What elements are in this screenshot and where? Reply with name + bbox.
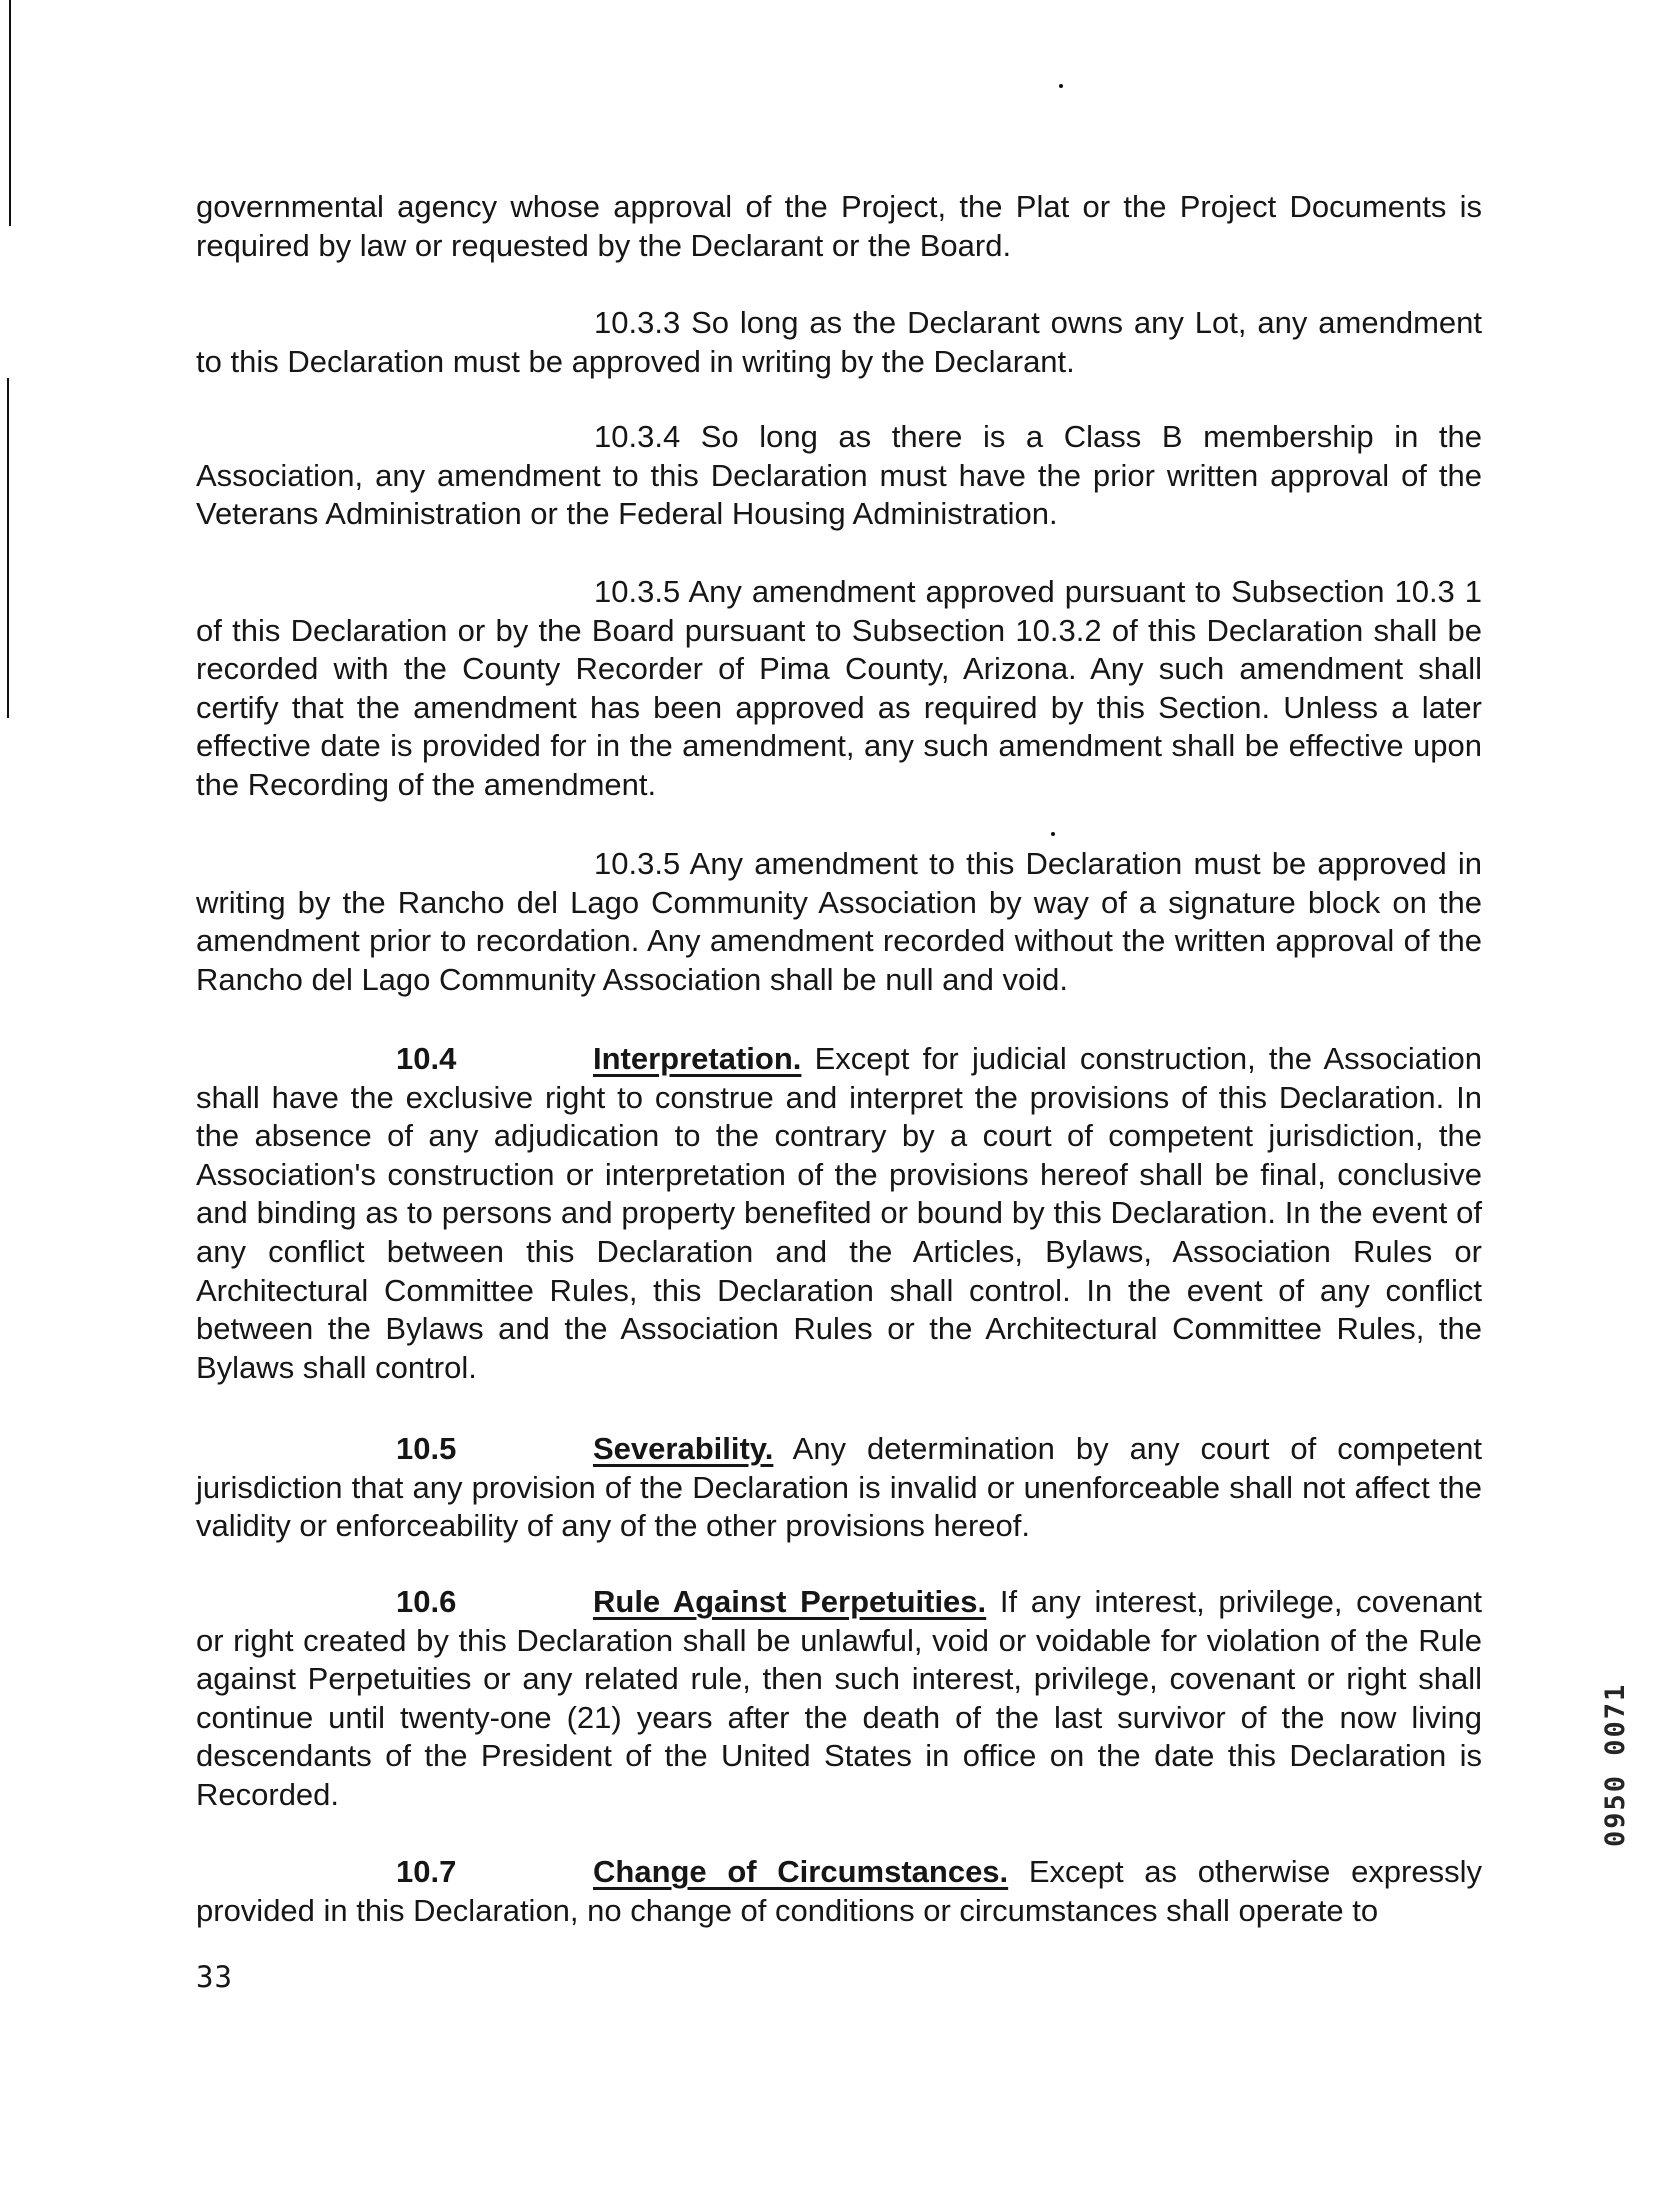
section-10-4-text: Except for judicial construction, the Association shall have the exclusive right to construe and interpret the provisions of this Declaration. In the absence of any adjudication to the contrary by a court of competent jurisdiction, the Association's construction or interpretation of the provisions hereof shall be final, conclusive and binding as to persons and property benefited or bound by this Declaration. In the event of any conflict between this Declaration and the Articles, Bylaws, Association Rules or Architectural Committee Rules, this Declaration shall control. In the event of any conflict between the Bylaws and the Association Rules or the Architectural Committee Rules, the Bylaws shall control. (196, 1041, 1482, 1385)
page-number: 33 (196, 1960, 233, 1994)
recording-stamp: 0950 0071 (1600, 1682, 1631, 1848)
section-10-7 (196, 1853, 1482, 1930)
scan-margin-line-middle (7, 378, 9, 718)
scan-mark-middle (1051, 832, 1055, 836)
section-10-7-heading: Change of Circumstances. (593, 1854, 1009, 1889)
section-10-5-text: Any determination by any court of competent jurisdiction that any provision of the Declaration is invalid or unenforceable shall not affect the validity or enforceability of any of the other provisions hereof. (196, 1431, 1483, 1544)
subsection-10-3-5-approval: 10.3.5 Any amendment to this Declaration must be approved in writing by the Rancho del Lago Community Association by way of a signature block on the amendment prior to recordation. Any amendment recorded without the written approval of the Rancho del Lago Community Association shall be null and void. (196, 846, 1482, 997)
section-10-6-heading: Rule Against Perpetuities. (593, 1584, 987, 1619)
scan-margin-line-top (9, 0, 11, 226)
subsection-10-3-5-recording: 10.3.5 Any amendment approved pursuant to Subsection 10.3 1 of this Declaration or by the Board pursuant to Subsection 10.3.2 of this Declaration shall be recorded with the County Recorder of Pima County, Arizona. Any such amendment shall certify that the amendment has been approved as required by this Section. Unless a later effective date is provided for in the amendment, any such amendment shall be effective upon the Recording of the amendment. (196, 574, 1482, 802)
section-10-7-number: 10.7 (396, 1854, 457, 1889)
section-10-5-heading: Severability. (593, 1431, 774, 1466)
subsection-10-3-4: 10.3.4 So long as there is a Class B membership in the Association, any amendment to this Declaration must have the prior written approval of the Veterans Administration or the Federal Housing Administration. (196, 419, 1482, 532)
section-10-5 (196, 1430, 1482, 1546)
section-10-6-text: If any interest, privilege, covenant or right created by this Declaration shall be unlawful, void or voidable for violation of the Rule against Perpetuities or any related rule, then such interest, privilege, covenant or right shall continue until twenty-one (21) years after the death of the last survivor of the now living descendants of the President of the United States in office on the date this Declaration is Recorded. (196, 1584, 1482, 1812)
section-10-4 (196, 1040, 1482, 1387)
section-10-7-text: Except as otherwise expressly provided in this Declaration, no change of conditions or circumstances shall operate to (196, 1854, 1482, 1928)
subsection-10-3-3: 10.3.3 So long as the Declarant owns any Lot, any amendment to this Declaration must be approved in writing by the Declarant. (196, 305, 1482, 379)
section-10-6 (196, 1583, 1482, 1815)
scan-mark-top (1059, 84, 1063, 88)
continued-paragraph: governmental agency whose approval of the Project, the Plat or the Project Documents is required by law or requested by the Declarant or the Board. (196, 189, 1482, 263)
section-10-6-number: 10.6 (396, 1584, 457, 1619)
section-10-5-number: 10.5 (396, 1431, 457, 1466)
section-10-4-heading: Interpretation. (593, 1041, 802, 1076)
section-10-4-number: 10.4 (396, 1041, 457, 1076)
